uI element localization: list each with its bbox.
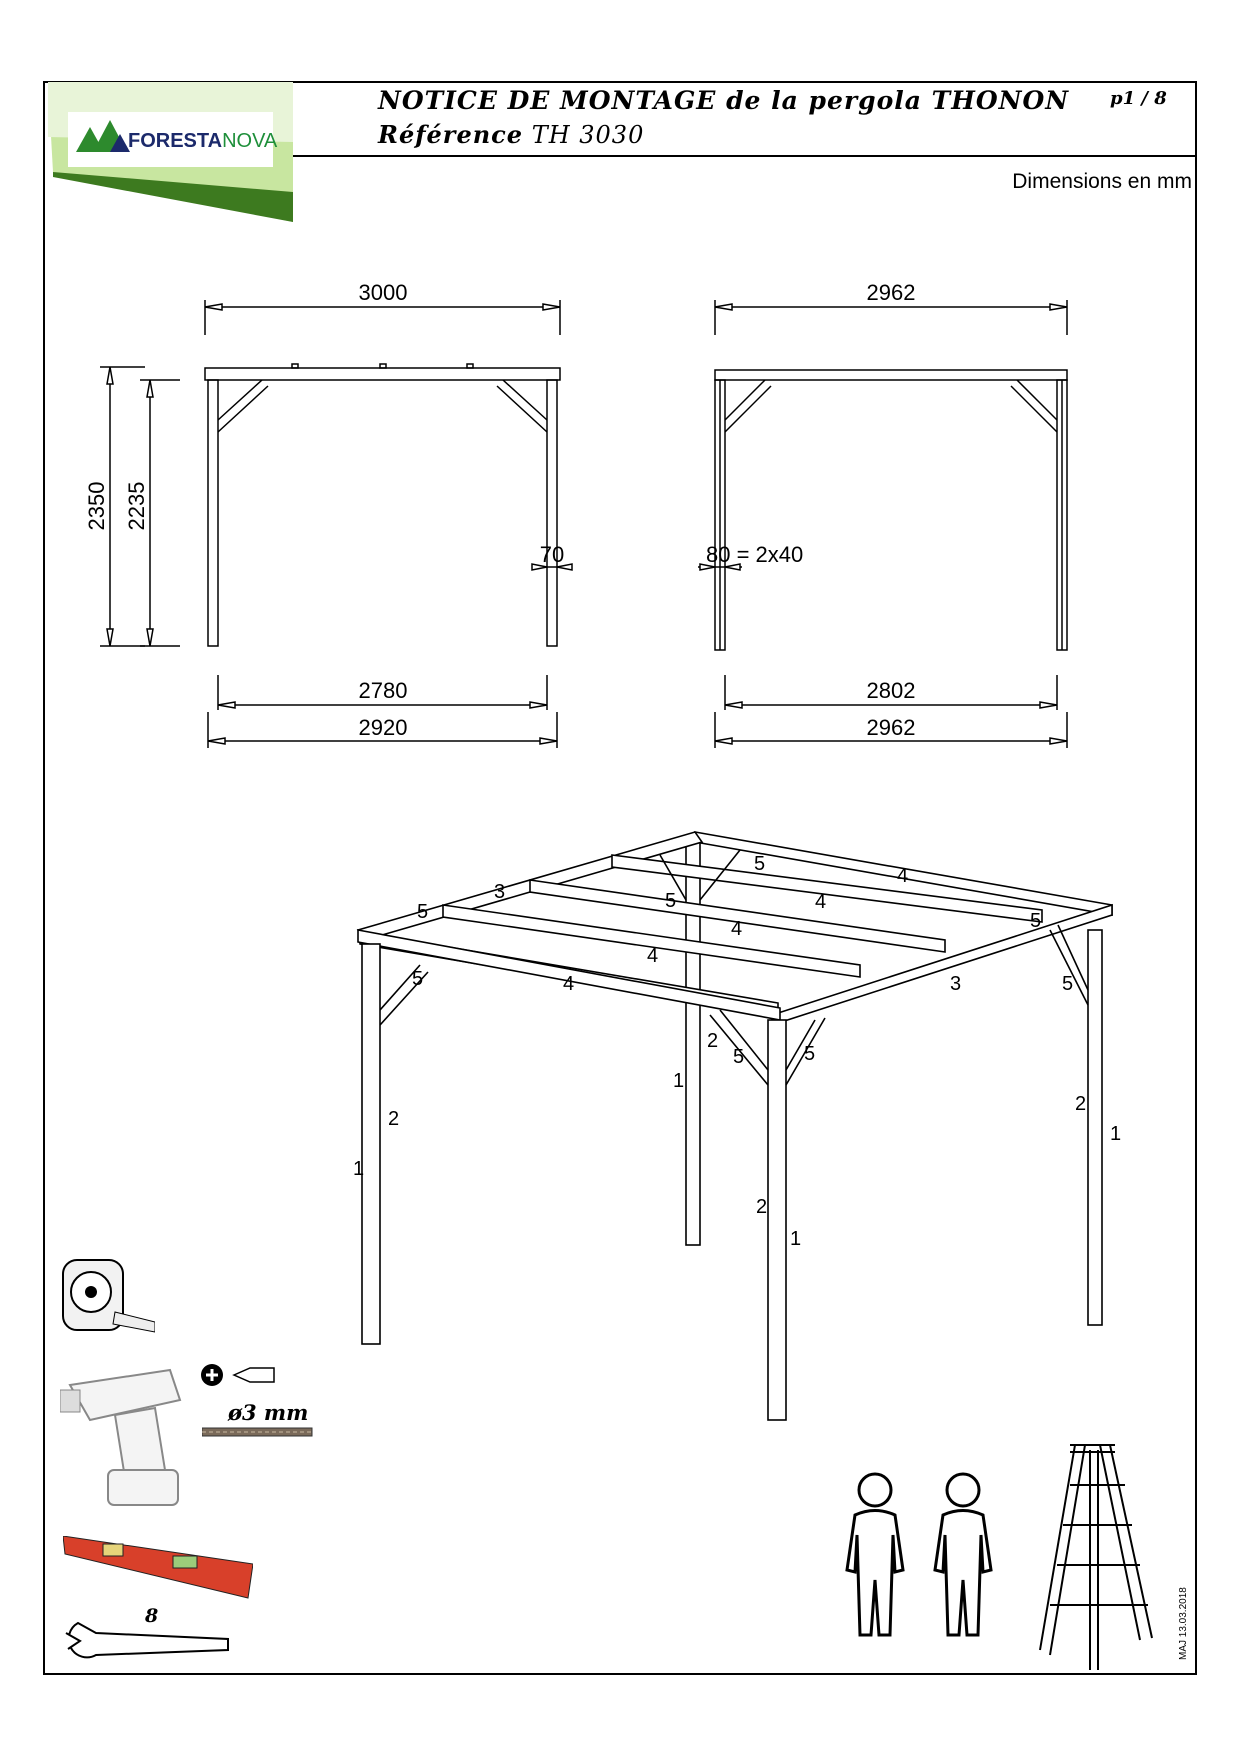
front-top-width: 3000 xyxy=(358,280,408,305)
two-persons-icon xyxy=(835,1470,1005,1640)
update-date: MAJ 13.03.2018 xyxy=(1178,1587,1189,1660)
logo-brand-b: NOVA xyxy=(222,130,278,152)
side-top-width: 2962 xyxy=(866,280,916,305)
part-label: 2 xyxy=(388,1108,400,1130)
front-outer-width: 2920 xyxy=(358,715,408,740)
drill-icon xyxy=(60,1360,200,1510)
front-height-post: 2235 xyxy=(124,481,149,531)
front-height-total: 2350 xyxy=(84,481,109,531)
screwdriver-bit-icon xyxy=(200,1362,280,1392)
part-label: 1 xyxy=(673,1070,685,1092)
part-label: 2 xyxy=(707,1030,719,1052)
part-label: 3 xyxy=(494,881,506,903)
units-note: Dimensions en mm xyxy=(1012,170,1192,193)
part-label: 4 xyxy=(563,973,575,995)
side-post-size: 80 = 2x40 xyxy=(706,542,804,567)
part-label: 4 xyxy=(897,865,909,887)
logo-brand-a: FORESTA xyxy=(128,130,223,152)
front-inner-width: 2780 xyxy=(358,678,408,703)
wrench-size: 8 xyxy=(145,1605,159,1627)
part-label: 4 xyxy=(815,891,827,913)
part-label: 5 xyxy=(733,1046,745,1068)
part-label: 1 xyxy=(353,1158,365,1180)
part-label: 5 xyxy=(665,890,677,912)
part-label: 1 xyxy=(790,1228,802,1250)
part-label: 4 xyxy=(647,945,659,967)
part-label: 5 xyxy=(1030,910,1042,932)
part-label: 5 xyxy=(804,1043,816,1065)
part-label: 5 xyxy=(417,901,429,923)
page-title: NOTICE DE MONTAGE de la pergola THONON xyxy=(378,86,1070,115)
part-label: 5 xyxy=(1062,973,1074,995)
front-post-size: 70 xyxy=(539,542,565,567)
part-label: 5 xyxy=(412,968,424,990)
page-number: p1 / 8 xyxy=(1110,88,1167,109)
reference-value: TH 3030 xyxy=(531,121,645,149)
part-label: 3 xyxy=(950,973,962,995)
part-label: 1 xyxy=(1110,1123,1122,1145)
part-label: 2 xyxy=(1075,1093,1087,1115)
drill-bit-size: ø3 mm xyxy=(228,1400,309,1425)
reference-label: Référence xyxy=(378,120,524,149)
wrench-icon xyxy=(58,1615,238,1665)
part-label: 5 xyxy=(754,853,766,875)
spirit-level-icon xyxy=(63,1536,253,1600)
side-inner-width: 2802 xyxy=(866,678,916,703)
tape-measure-icon xyxy=(55,1250,155,1350)
side-outer-width: 2962 xyxy=(866,715,916,740)
part-label: 4 xyxy=(731,918,743,940)
drill-bit-icon xyxy=(202,1426,314,1438)
part-label: 2 xyxy=(756,1196,768,1218)
ladder-icon xyxy=(1030,1440,1160,1670)
